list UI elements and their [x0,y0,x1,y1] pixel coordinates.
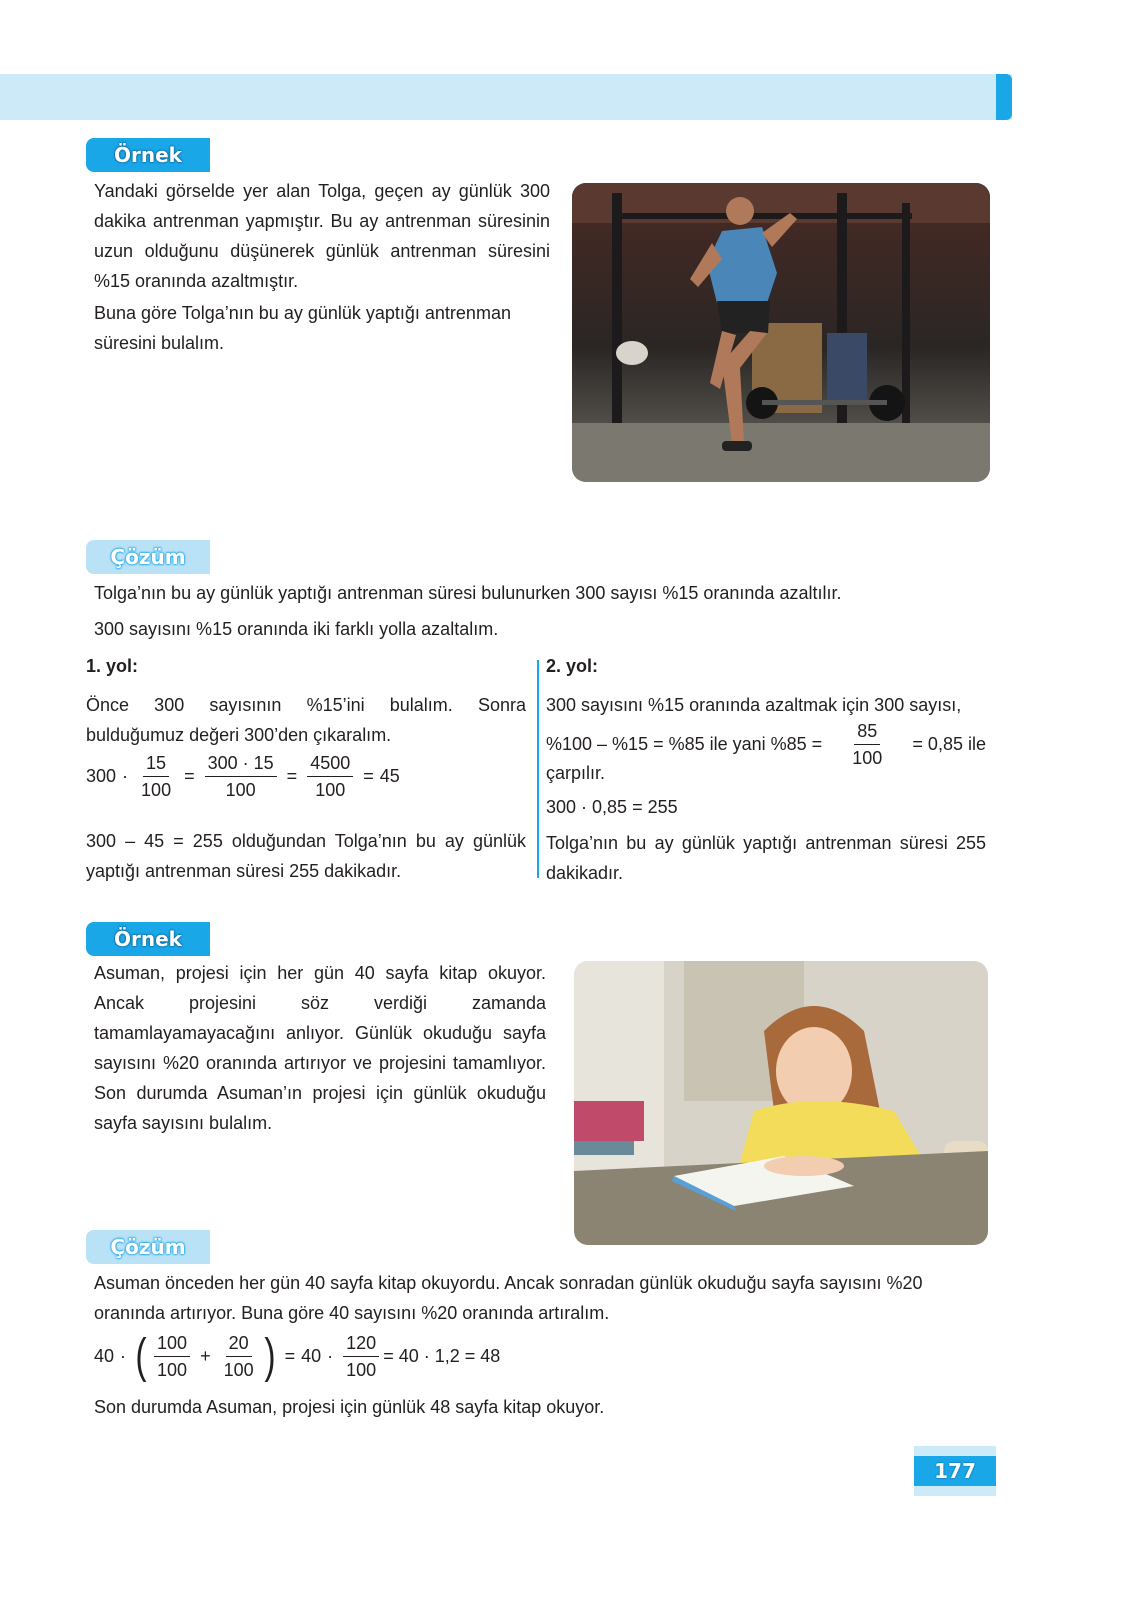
solution-conclusion: Son durumda Asuman, projesi için günlük 48 sayfa kitap okuyor. [94,1397,605,1417]
eq-term: 40 [301,1346,322,1366]
example-text: Asuman, projesi için her gün 40 sayfa kitap okuyor. Ancak projesini söz verdiği zamanda tamamlayamayacağını anlıyor. Günlük okuduğu sayfa sayısını %20 oranında artırıyor ve projesini tamamlıyor. Son durumda Asuman’ın projesi için günlük okuduğu sayfa sayısını bulalım. [94,963,546,1133]
way2-line3: çarpılır. [546,763,606,783]
way2-conclusion: Tolga’nın bu ay günlük yaptığı antrenman süresi 255 dakikadır. [546,833,986,883]
way2-title: 2. yol: [546,656,599,676]
eq-term: 40 [94,1346,115,1366]
column-divider [537,660,539,878]
eq-term: 300 [86,766,117,786]
reading-girl-photo [574,961,988,1245]
fraction: $\frac{20}{100}$ [223,1333,254,1380]
page-number: 177 [914,1456,996,1486]
fraction: $\frac{15}{100}$ [141,753,172,800]
solution-label: Çözüm [86,1230,210,1264]
solution-label: Çözüm [86,540,210,574]
solution-intro: Asuman önceden her gün 40 sayfa kitap okuyordu. Ancak sonradan günlük okuduğu sayfa sayısını %20 oranında artırıyor. Buna göre 40 sayısını %20 oranında artıralım. [94,1273,923,1323]
fraction: $\frac{300 \cdot 15}{100}$ [205,752,277,801]
header-band-tab [996,74,1012,120]
way2-line1: 300 sayısını %15 oranında azaltmak için 300 sayısı, [546,695,962,715]
eq-result: = 40 · 1,2 = 48 [383,1346,501,1366]
way1-text: Önce 300 sayısının %15’ini bulalım. Sonra bulduğumuz değeri 300’den çıkaralım. [86,695,526,745]
fraction: $\frac{100}{100}$ [154,1332,190,1381]
way1-equation: 300 · $\frac{15}{100}$ = $\frac{300 \cdot 15}{100}$ = $\frac{4500}{100}$ = 45 [86,753,400,800]
example-label: Örnek [86,138,210,172]
way2-line2-pre: %100 – %15 = %85 ile yani %85 = [546,734,823,754]
solution-intro-2: 300 sayısını %15 oranında iki farklı yolla azaltalım. [94,619,499,639]
solution2-equation: 40 · ( $\frac{100}{100}$ + $\frac{20}{100}$ ) = 40 · $\frac{120}{100}$ = 40 · 1,2 = 48 [94,1329,501,1383]
header-band [0,74,1012,120]
way2-line2-post: = 0,85 ile [912,734,986,754]
way2-line4: 300 · 0,85 = 255 [546,797,678,817]
gym-photo [572,183,990,482]
example-question: Buna göre Tolga’nın bu ay günlük yaptığı antrenman süresini bulalım. [94,303,511,353]
way1-conclusion: 300 – 45 = 255 olduğundan Tolga’nın bu ay günlük yaptığı antrenman süresi 255 dakikadır. [86,831,526,881]
eq-result: 45 [379,766,400,786]
example-label: Örnek [86,922,210,956]
solution-intro-1: Tolga’nın bu ay günlük yaptığı antrenman süresi bulunurken 300 sayısı %15 oranında azaltılır. [94,583,842,603]
example-text: Yandaki görselde yer alan Tolga, geçen ay günlük 300 dakika antrenman yapmıştır. Bu ay antrenman süresinin uzun olduğunu düşünerek günlük antrenman süresini %15 oranında azaltmıştır. [94,181,550,291]
fraction: $\frac{120}{100}$ [343,1332,379,1381]
fraction: $\frac{85}{100}$ [852,721,883,768]
fraction: $\frac{4500}{100}$ [307,752,353,801]
way1-title: 1. yol: [86,656,139,676]
